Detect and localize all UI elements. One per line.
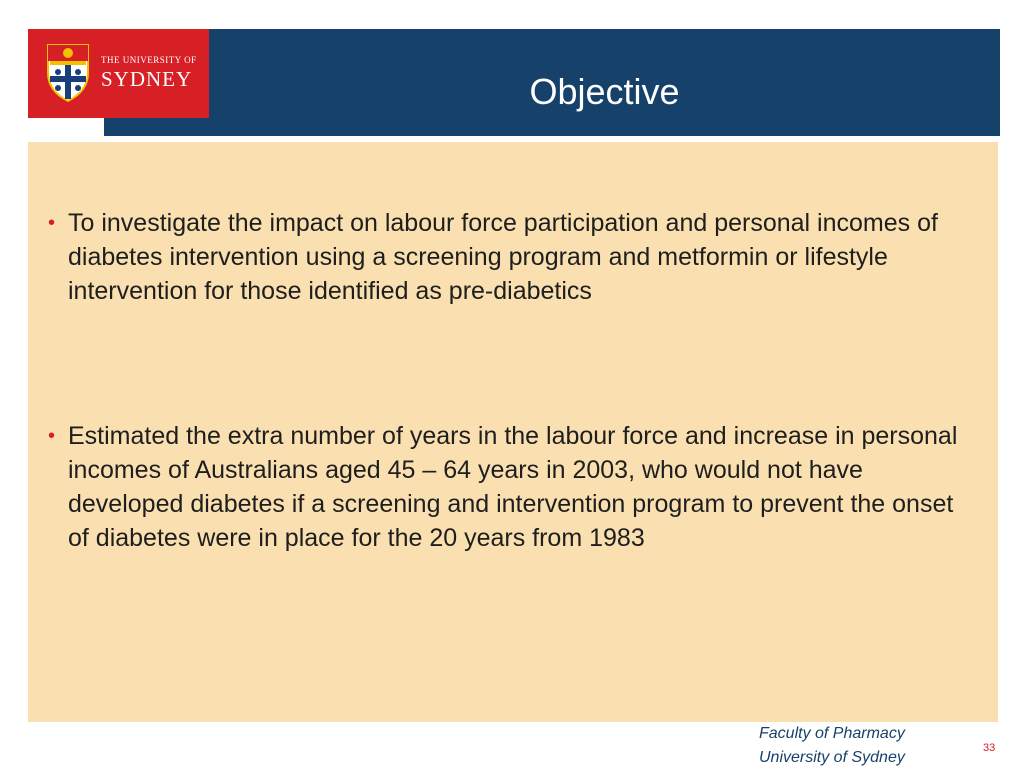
university-crest-icon xyxy=(46,43,90,103)
title-container xyxy=(209,72,1000,112)
logo-text-large: SYDNEY xyxy=(101,67,193,91)
footer-faculty: Faculty of Pharmacy xyxy=(759,725,905,742)
bullet-text: Estimated the extra number of years in the labour force and increase in personal incomes of Australians aged 45 – 64 years in 2003, who would not have developed diabetes if a screening and intervention program to prevent the onset of diabetes were in place for the 20 years from 1983 xyxy=(68,422,958,552)
footer-organization xyxy=(759,722,905,770)
bullet-text: To investigate the impact on labour force participation and personal incomes of diabetes intervention using a screening program and metformin or lifestyle intervention for those identified as pre-diabetics xyxy=(68,209,938,305)
page-number: 33 xyxy=(983,742,996,754)
logo-text-small: THE UNIVERSITY OF xyxy=(101,55,197,65)
bullet-icon: • xyxy=(48,425,56,447)
content-panel xyxy=(28,142,998,722)
bullet-icon: • xyxy=(48,212,56,234)
university-logo xyxy=(28,29,209,118)
bullet-item xyxy=(48,419,978,555)
slide-title: Objective xyxy=(529,71,680,112)
bullet-item xyxy=(48,206,978,308)
footer-university: University of Sydney xyxy=(759,749,905,766)
